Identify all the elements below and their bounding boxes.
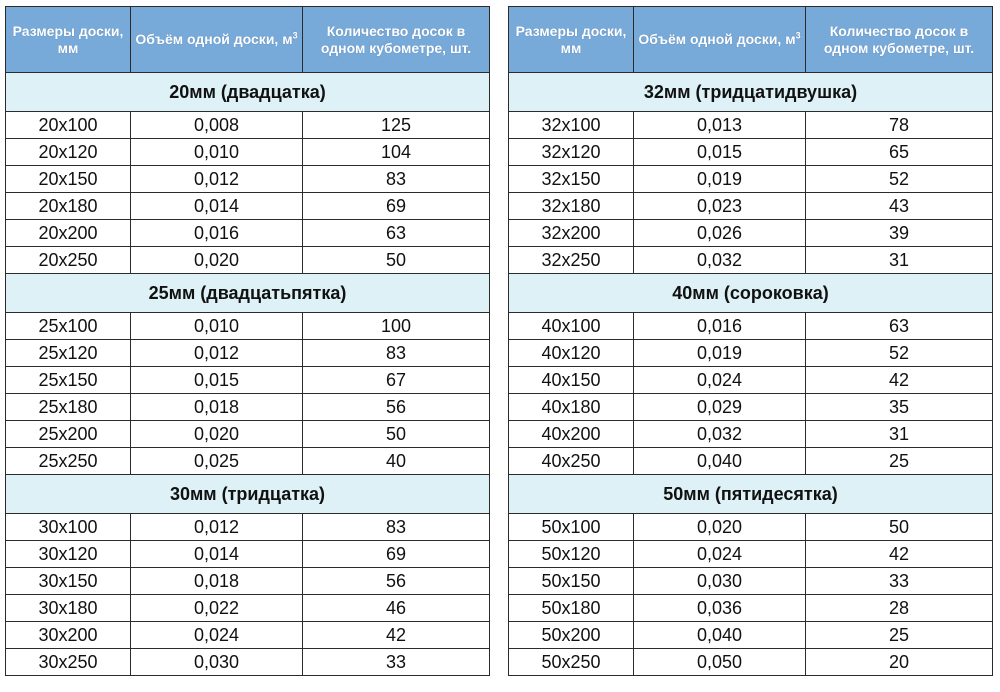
- count-cell: 52: [806, 166, 993, 193]
- volume-cell: 0,040: [634, 622, 806, 649]
- count-cell: 52: [806, 340, 993, 367]
- volume-cell: 0,012: [131, 340, 303, 367]
- size-cell: 40х250: [509, 448, 634, 475]
- count-cell: 69: [303, 193, 490, 220]
- group-title: 40мм (сороковка): [509, 274, 993, 313]
- table-row: [509, 139, 993, 166]
- size-cell: 20х120: [6, 139, 131, 166]
- count-cell: 56: [303, 394, 490, 421]
- size-cell: 40х100: [509, 313, 634, 340]
- count-cell: 83: [303, 340, 490, 367]
- board-table-left: [5, 6, 490, 676]
- count-cell: 83: [303, 166, 490, 193]
- header-volume: [131, 7, 303, 73]
- count-cell: 78: [806, 112, 993, 139]
- table-row: [6, 112, 490, 139]
- size-cell: 30х120: [6, 541, 131, 568]
- size-cell: 30х100: [6, 514, 131, 541]
- volume-cell: 0,010: [131, 313, 303, 340]
- count-cell: 42: [303, 622, 490, 649]
- volume-cell: 0,019: [634, 166, 806, 193]
- count-cell: 65: [806, 139, 993, 166]
- count-cell: 50: [303, 421, 490, 448]
- count-cell: 125: [303, 112, 490, 139]
- count-cell: 63: [303, 220, 490, 247]
- volume-cell: 0,050: [634, 649, 806, 676]
- volume-cell: 0,026: [634, 220, 806, 247]
- size-cell: 50х120: [509, 541, 634, 568]
- header-count: Количество досок в одном кубометре, шт.: [303, 7, 490, 73]
- count-cell: 100: [303, 313, 490, 340]
- table-row: [6, 340, 490, 367]
- count-cell: 104: [303, 139, 490, 166]
- table-row: [509, 166, 993, 193]
- volume-cell: 0,014: [131, 193, 303, 220]
- volume-cell: 0,032: [634, 421, 806, 448]
- volume-cell: 0,016: [634, 313, 806, 340]
- volume-cell: 0,019: [634, 340, 806, 367]
- size-cell: 32х250: [509, 247, 634, 274]
- volume-cell: 0,030: [131, 649, 303, 676]
- count-cell: 20: [806, 649, 993, 676]
- count-cell: 42: [806, 541, 993, 568]
- header-volume: [634, 7, 806, 73]
- volume-cell: 0,015: [634, 139, 806, 166]
- header-row: [509, 7, 993, 73]
- table-row: [6, 622, 490, 649]
- table-row: [509, 313, 993, 340]
- table-row: [509, 622, 993, 649]
- size-cell: 25х100: [6, 313, 131, 340]
- group-title: 32мм (тридцатидвушка): [509, 73, 993, 112]
- header-count: Количество досок в одном кубометре, шт.: [806, 7, 993, 73]
- size-cell: 30х200: [6, 622, 131, 649]
- size-cell: 20х100: [6, 112, 131, 139]
- count-cell: 42: [806, 367, 993, 394]
- volume-cell: 0,036: [634, 595, 806, 622]
- size-cell: 50х250: [509, 649, 634, 676]
- table-row: [6, 193, 490, 220]
- table-row: [6, 367, 490, 394]
- size-cell: 40х120: [509, 340, 634, 367]
- group-title: 30мм (тридцатка): [6, 475, 490, 514]
- table-row: [6, 541, 490, 568]
- size-cell: 30х150: [6, 568, 131, 595]
- count-cell: 43: [806, 193, 993, 220]
- count-cell: 25: [806, 448, 993, 475]
- table-row: [509, 514, 993, 541]
- size-cell: 25х250: [6, 448, 131, 475]
- size-cell: 20х150: [6, 166, 131, 193]
- size-cell: 20х180: [6, 193, 131, 220]
- volume-cell: 0,022: [131, 595, 303, 622]
- volume-cell: 0,020: [634, 514, 806, 541]
- size-cell: 32х180: [509, 193, 634, 220]
- table-row: [509, 340, 993, 367]
- count-cell: 33: [303, 649, 490, 676]
- header-volume-unit-sup: 3: [292, 30, 298, 41]
- count-cell: 46: [303, 595, 490, 622]
- count-cell: 40: [303, 448, 490, 475]
- size-cell: 50х100: [509, 514, 634, 541]
- volume-cell: 0,025: [131, 448, 303, 475]
- table-row: [509, 421, 993, 448]
- size-cell: 30х180: [6, 595, 131, 622]
- count-cell: 69: [303, 541, 490, 568]
- volume-cell: 0,012: [131, 514, 303, 541]
- size-cell: 32х100: [509, 112, 634, 139]
- table-row: [6, 514, 490, 541]
- size-cell: 20х200: [6, 220, 131, 247]
- table-row: [6, 421, 490, 448]
- table-row: [6, 448, 490, 475]
- size-cell: 30х250: [6, 649, 131, 676]
- group-row: [509, 73, 993, 112]
- size-cell: 32х150: [509, 166, 634, 193]
- header-volume-unit-sup: 3: [795, 30, 801, 41]
- count-cell: 50: [806, 514, 993, 541]
- table-row: [509, 220, 993, 247]
- group-row: [6, 475, 490, 514]
- table-row: [509, 541, 993, 568]
- table-row: [6, 568, 490, 595]
- volume-cell: 0,016: [131, 220, 303, 247]
- count-cell: 63: [806, 313, 993, 340]
- count-cell: 31: [806, 421, 993, 448]
- board-table-right: [508, 6, 993, 676]
- volume-cell: 0,010: [131, 139, 303, 166]
- table-row: [6, 394, 490, 421]
- left-body: [6, 73, 490, 676]
- volume-cell: 0,012: [131, 166, 303, 193]
- size-cell: 40х200: [509, 421, 634, 448]
- size-cell: 50х150: [509, 568, 634, 595]
- size-cell: 25х150: [6, 367, 131, 394]
- volume-cell: 0,024: [634, 367, 806, 394]
- count-cell: 50: [303, 247, 490, 274]
- table-row: [509, 247, 993, 274]
- table-row: [509, 595, 993, 622]
- table-row: [6, 247, 490, 274]
- volume-cell: 0,018: [131, 394, 303, 421]
- table-row: [6, 313, 490, 340]
- group-row: [509, 274, 993, 313]
- table-row: [6, 649, 490, 676]
- volume-cell: 0,020: [131, 421, 303, 448]
- group-row: [6, 274, 490, 313]
- group-title: 50мм (пятидесятка): [509, 475, 993, 514]
- size-cell: 40х150: [509, 367, 634, 394]
- count-cell: 83: [303, 514, 490, 541]
- table-row: [509, 112, 993, 139]
- count-cell: 39: [806, 220, 993, 247]
- size-cell: 20х250: [6, 247, 131, 274]
- table-row: [6, 595, 490, 622]
- volume-cell: 0,024: [634, 541, 806, 568]
- table-row: [509, 367, 993, 394]
- size-cell: 32х120: [509, 139, 634, 166]
- header-volume-text: Объём одной доски, м: [135, 31, 293, 47]
- count-cell: 25: [806, 622, 993, 649]
- table-row: [509, 568, 993, 595]
- size-cell: 40х180: [509, 394, 634, 421]
- table-row: [6, 166, 490, 193]
- count-cell: 31: [806, 247, 993, 274]
- table-row: [509, 394, 993, 421]
- volume-cell: 0,008: [131, 112, 303, 139]
- right-body: [509, 73, 993, 676]
- header-row: [6, 7, 490, 73]
- volume-cell: 0,029: [634, 394, 806, 421]
- volume-cell: 0,030: [634, 568, 806, 595]
- table-row: [509, 193, 993, 220]
- header-size: Размеры доски, мм: [509, 7, 634, 73]
- count-cell: 56: [303, 568, 490, 595]
- volume-cell: 0,024: [131, 622, 303, 649]
- group-title: 20мм (двадцатка): [6, 73, 490, 112]
- volume-cell: 0,023: [634, 193, 806, 220]
- volume-cell: 0,013: [634, 112, 806, 139]
- volume-cell: 0,032: [634, 247, 806, 274]
- table-row: [6, 220, 490, 247]
- group-row: [6, 73, 490, 112]
- group-row: [509, 475, 993, 514]
- size-cell: 32х200: [509, 220, 634, 247]
- table-row: [6, 139, 490, 166]
- volume-cell: 0,014: [131, 541, 303, 568]
- size-cell: 50х180: [509, 595, 634, 622]
- table-row: [509, 649, 993, 676]
- count-cell: 67: [303, 367, 490, 394]
- size-cell: 25х120: [6, 340, 131, 367]
- count-cell: 28: [806, 595, 993, 622]
- volume-cell: 0,040: [634, 448, 806, 475]
- count-cell: 35: [806, 394, 993, 421]
- size-cell: 25х200: [6, 421, 131, 448]
- size-cell: 25х180: [6, 394, 131, 421]
- group-title: 25мм (двадцатьпятка): [6, 274, 490, 313]
- header-size: Размеры доски, мм: [6, 7, 131, 73]
- table-row: [509, 448, 993, 475]
- size-cell: 50х200: [509, 622, 634, 649]
- volume-cell: 0,015: [131, 367, 303, 394]
- header-volume-text: Объём одной доски, м: [638, 31, 796, 47]
- count-cell: 33: [806, 568, 993, 595]
- volume-cell: 0,020: [131, 247, 303, 274]
- volume-cell: 0,018: [131, 568, 303, 595]
